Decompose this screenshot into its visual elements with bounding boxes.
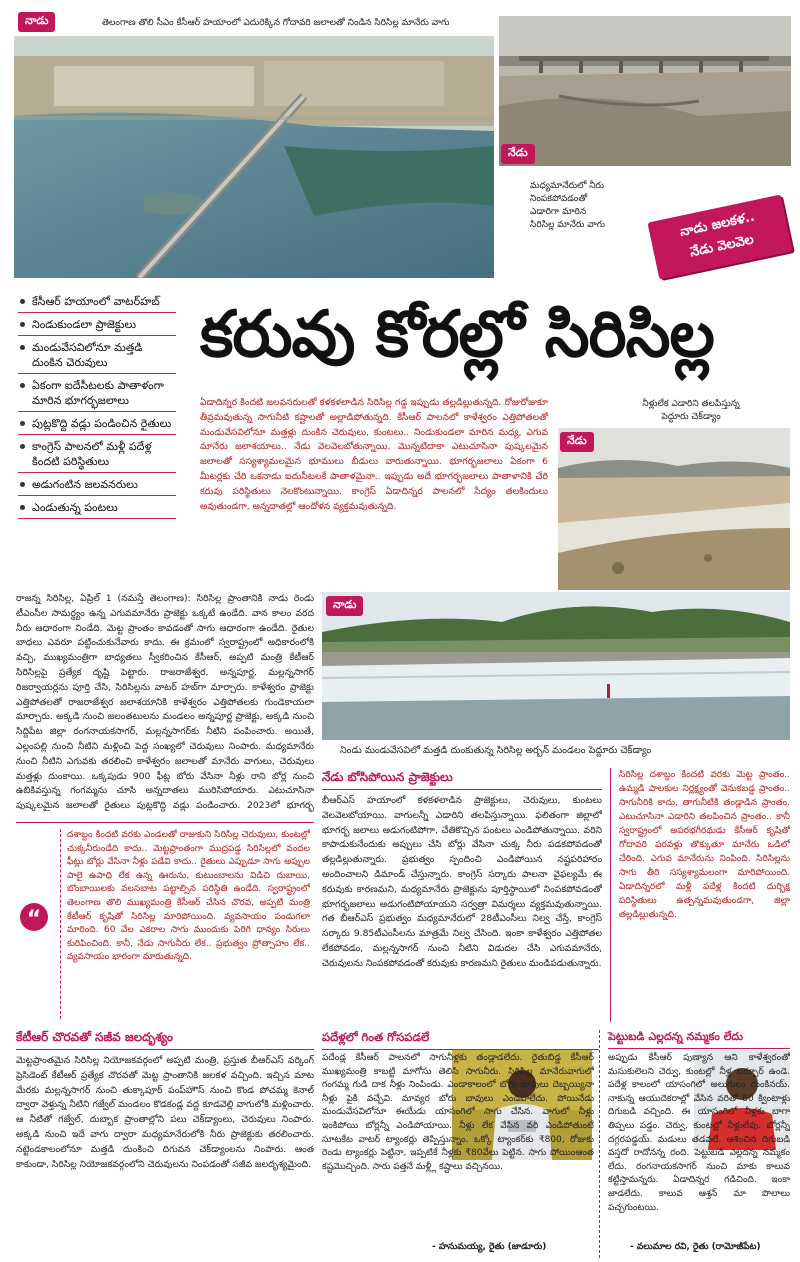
page-headline: కరువు కోరల్లో సిరిసిల్ల <box>200 298 714 372</box>
right-red-column: సిరిసిల్ల దశాబ్దం కిందటి వరకు మెట్ట ప్రాంతం.. ఉమ్మడి పాలకుల నిర్లక్ష్యంతో వెనుకబడ్డ ప్రాంతం.. సాగునీరికి కాదు, తాగునీటికి తండ్లాడిన ప్రాంతం. ఎటుచూసినా ఎడారిని తలపించిన ప్రాంతం.. కానీ స్వరాష్ట్రంలో అపరభగీరథుడు కేసీఆర్ కృషితో గోదావరి పరవళ్లు తొక్కుతూ మానేరు ఒడిలో చేరింది. ఎగువ మానేరును నింపింది. సిరిసిల్లను సాగు తీరి సస్యశ్యామలంగా మారిపోయింది. ఏడాదిన్నరలో మళ్లీ పదేళ్ల కిందటి దుర్భిక్ష పరిస్థితులు ఉత్పన్నమవుతుండగా, జిల్లా తల్లడిల్లుతున్నది. <box>610 768 790 1022</box>
ktr-section-heading: కేటీఆర్ చొరవతో సజీవ జలదృశ్యం <box>16 1030 314 1050</box>
highlight-item: అడుగంటిన జలవనరులు <box>18 473 176 496</box>
highlight-item: నిండుకుండలా ప్రాజెక్టులు <box>18 313 176 336</box>
photo-tag-nedu: నేడు <box>560 432 594 452</box>
highlight-item: ఎండుతున్న పంటలు <box>18 496 176 519</box>
highlight-item: ఏకంగా ఐదేసీటలకు పాతాళంగా మారిన భూగర్భజలాలు <box>18 374 176 412</box>
farmer2-heading: పెట్టుబడి ఎల్లదన్న నమ్మకం లేదు <box>608 1030 790 1049</box>
dry-riverbed-photo <box>499 16 791 166</box>
projects-section-heading: నేడు బోసిపోయిన ప్రాజెక్టులు <box>322 770 602 790</box>
overflowing-checkdam-photo <box>322 592 790 740</box>
farmer1-signature: - హనుమయ్య, రైతు (జాడూరు) <box>432 1242 547 1252</box>
photo-tag-nadu: నాడు <box>18 12 55 32</box>
projects-section-text: బీఆర్‌ఎస్ హయాంలో కళకళలాడిన ప్రాజెక్టులు, చెరువులు, కుంటలు వెలవెలబోయాయి. వాగులన్నీ ఎడారిని తలపిస్తున్నాయి. ఫలితంగా జిల్లాలో భూగర్భ జలాలు అడుగంటిపోగా, చేతికొచ్చిన పంటలు ఎండిపోతున్నాయి. వరిని కాపాడుకునేందుకు అప్పులు చేసి బోర్లు వేసినా చుక్క నీరు పడకపోవడంతో తల్లడిల్లుతున్నారు. ప్రభుత్వం స్పందించి ఎండిపోయిన నష్టపరిహారం అందించాలని డిమాండ్ చేస్తున్నారు. కాంగ్రెస్ సర్కారు పాలనా వైఫల్యమే ఈ కరువుకు కారణమని, మధ్యమానేరు ప్రాజెక్టును పూర్తిస్థాయిలో నింపకపోవడంతో భూగర్భజలాలు అడుగంటిపోయాయని సర్వత్రా విమర్శలు వ్యక్తమవుతున్నాయి. గత బీఆర్‌ఎస్ ప్రభుత్వం మధ్యమానేరులో 28టీఎంసీలు నిల్వ చేస్తే, కాంగ్రెస్ సర్కారు 9.85టీఎంసీలను మాత్రమే నిల్వ చేసింది. ఇంకా కాళేశ్వరం ఎత్తిపోతల లేకపోవడం, మల్లన్నసాగర్ నుంచి నీటిని విడుదల చేసి ఎగువమానేరు, చెరువులను నింపకపోవడంతో కరువుకు కారణమని రైతులు మండిపడుతున్నారు. <box>322 795 602 969</box>
top-right-caption-line: మధ్యమానేరులో నీరు <box>530 181 605 191</box>
main-article-left: రాజన్న సిరిసిల్ల, ఏప్రిల్ 1 (నమస్తే తెలంగాణ): సిరిసిల్ల ప్రాంతానికి నాడు రెండు టీఎంసీల సామర్థ్యం ఉన్న ఎగువమానేరు ప్రాజెక్టు ఒక్కటే ఉండేది. వాన కాలం వరద నీరు ఆధారంగా నిండేది. మెట్ట ప్రాంతం కావడంతో సాగు ఆధారంగా ఉండేది. రైతుల బాధలు ఎవరూ పట్టించుకునేవారు కాదు. ఈ క్రమంలో స్వరాష్ట్రంలో అధికారంలోకి వచ్చి, ముఖ్యమంత్రిగా బాధ్యతలు స్వీకరించిన కేసీఆర్, అప్పటి మంత్రి కేటీఆర్ సిరిసిల్లపై ప్రత్యేక దృష్టి పెట్టారు. రాజరాజేశ్వర, అన్నపూర్ణ, మల్లన్నసాగర్ రిజర్వాయర్లను పూర్తి చేసి, సిరిసిల్లను వాటర్ హబ్‌గా మార్చారు. కాళేశ్వరం ప్రాజెక్టు ఎత్తిపోతలతో రాజరాజేశ్వర జలాశయానికి కాళేశ్వరం ఎత్తిపోతలకు గుండెకాయలా మార్చారు. అక్కడి నుంచి జలంతటులను మండలం అన్నపూర్ణ ప్రాజెక్టు, అక్కడి నుంచి సిద్దిపేట జిల్లా రంగనాయకసాగర్, మల్లన్నసాగర్‌కు నీటిని పంపించారు. అయితే, ఎల్లంపల్లి నుంచి నీటిని మళ్లించి పెద్ద సంఖ్యలో చెరువులు నింపారు. మధ్యమానేరు నుంచి నీటిని ఎగువకు తరలించి కాళేశ్వరం జలాలతో మానేరు వాగులు, చెరువులు మత్తళ్లు దుంకాయి. ఒక్కపుడు 900 ఫీట్ల బోరు వేసినా నీళ్లు రాని బోర్ల నుంచి ఉబికివస్తున్న గంగమ్మను చూసి అన్నదాతలు మురిసిపోయారు. ఎటుచూసినా పుష్కలమైన జలాలతో రైతులు పుట్లకొద్ది వడ్లు పండించారు. 2023లో భూగర్భ <box>16 593 314 812</box>
highlight-item: పుట్లకొద్ది వడ్లు పండించిన రైతులు <box>18 412 176 435</box>
highlight-item: కాంగ్రెస్ పాలనలో మళ్లీ పదేళ్ల కిందటి పరిస్థితులు <box>18 435 176 473</box>
top-left-caption: తెలంగాణ తొలి సీఎం కేసీఆర్ హయాంలో ఎదురెక్కిన గోదావరి జలాలతో నిండిన సిరిసిల్ల మానేరు వాగు <box>102 18 450 28</box>
highlight-item: మండువేసవిలోనూ మత్తడి దుంకిన చెరువులు <box>18 336 176 374</box>
mid-right-caption <box>596 398 786 424</box>
top-right-caption-line: సిరిసిల్ల మానేరు వాగు <box>530 220 606 230</box>
photo-tag-nadu: నాడు <box>326 596 363 616</box>
reservoir-bridge-photo <box>14 36 494 278</box>
river-photo-caption: నిండు మండువేసవిలో మత్తడి దుంకుతున్న సిరిసిల్ల అర్బన్ మండలం పెద్దూరు చెక్‌డ్యాం <box>340 745 652 756</box>
dry-checkdam-photo <box>558 428 790 590</box>
ribbon-line: నేడు వెలవెల <box>688 232 756 261</box>
highlight-item: కేసీఆర్ హయాంలో వాటర్‌హబ్ <box>18 290 176 313</box>
farmer-quote-2 <box>608 1030 790 1258</box>
highlights-list <box>18 290 176 519</box>
ribbon-line: నాడు జలకళ.. <box>678 209 757 241</box>
quote-block <box>16 822 314 1022</box>
top-left-photo-panel <box>14 6 494 278</box>
quote-mark-icon: “ <box>20 903 48 931</box>
farmer2-signature: - వలుమాల రవి, రైతు (రామోజీపేట) <box>630 1242 761 1252</box>
farmer1-heading: పదేళ్లలో గింత గోసపడలే <box>322 1030 599 1050</box>
mid-right-caption-line: నీళ్లులేక ఎడారిని తలపిస్తున్న <box>642 399 740 409</box>
mid-right-caption-line: పెద్దూరు చెక్‌డ్యాం <box>661 412 721 422</box>
ktr-section-text: మెట్టప్రాంతమైన సిరిసిల్ల నియోజకవర్గంలో అప్పటి మంత్రి, ప్రస్తుత బీఆర్‌ఎస్ వర్కింగ్ ప్రెసిడెంట్ కేటీఆర్ ప్రత్యేక చొరవతో మెట్ట ప్రాంతానికి జలకళ వచ్చింది. ఇచ్చిన మాట మేరకు మల్లన్నసాగర్ నుంచి తుక్కాపూర్ పంప్‌హౌస్ నుంచి కొండ పోచమ్మ కెనాల్ ద్వారా వెళ్తున్న నీటిని గజ్వేల్ మండలం కొడకండ్ల వద్ద కూడవెల్లి వాగులోకి మళ్లించారు. ఆ నీటితో గజ్వేల్, దుబ్బాక ప్రాంతాల్లోని పలు చెక్‌డ్యాంలు, చెరువులు నింపారు. అక్కడి నుంచి ఇదే వాగు ద్వారా మధ్యమానేరులోకి నీరు ప్రాజెక్టుకు తరలించారు. నట్టెండకాలంలోనూ మత్తడి దుంకించి దిగువన చెక్‌డ్యాంలను నింపారు. ఆంత కాకుండా, సిరిసిల్ల నియోజకవర్గంలోని చెరువులను నింపడంతో సజీవ జలదృశ్యమైంది. <box>16 1055 314 1170</box>
top-right-caption-line: ఎడారిగా మారిన <box>530 207 587 217</box>
top-right-caption-line: నింపకపోవడంతో <box>530 194 588 204</box>
farmer1-text: పదేండ్ల కేసీఆర్ పాలనలో సాగునీళ్లకు తండ్లాడలేదు. రైతుబిడ్డ కేసీఆర్ ముఖ్యమంత్రి కాబట్టి మాగోసు తెలిసి సాగునీరు. సిరిసిల్ల మానేరువాగులో గంగమ్మ గుడి దాక నీళ్లు నింపిండు. ఎండాకాలంలో బోరు బావులు దెబ్బయ్యినా నీళ్లు పైకి వచ్చేవి. మావ్యర బోరు బావులు ఎండిపోలేదు. పోయినేడు మండువేసవిలోనూ ఈయేడు యాసంగిలో సాగు చేసిన. వాగులో నీళ్లు ఇంకిపోయి బోర్లన్నీ ఎండిపోయాయి. నీళ్లు లేక వేసిన వరి ఎండిపోతుంటే సూటకేట వాటర్ ట్యాంకర్లు తెప్పిస్తున్నాం. ఒక్కో ట్యాంకర్‌కు ₹800, రోజుకు రెండు ట్యాంకర్లు పెట్టినా, ఇప్పటికే నీళ్లకు ₹80వేలు పెట్టిన. సాగు పోయింఆంత కష్టమొచ్చింది. సారు పత్తనే మళ్ల్లీ కష్టాలు వచ్చినయి. <box>322 1053 594 1172</box>
farmer2-text: అప్పుడు కేసీఆర్ పుణ్యాన ఆని కాళేశ్వరంతో మసుకులెలని చెర్వు, కుంటల్లో నీళ్ల బర్పూర్ ఉండె. పదేళ్ల కాలంలో యాసంగిలో అలుగులు దుంకినయ్. నాకున్న ఆయుదెకరాల్లో వేసిన వరితో 80 క్వింటాళ్లు దిగుబడి వచ్చింది. ఈ యాసంగిలో నీళ్లకు బాగా తిప్పలు పడ్డం. చెర్వు, కుంటల్లో నీళ్లులేవు. బోర్లన్నీ దగ్గరపడ్డయ్. మడులు తడవలే. ఆశించిన దిగుబడి వస్తదో రాదోనన్న రంది. పెట్టుబడి ఎల్లదన్న నమ్మకం లేదు. రంగనాయకసాగర్ నుంచి మాకు కాలువ కట్టిస్తామన్నరు. ఏడాదిన్నర గడిచింది. ఇంకా జాడలేదు. కాలువ ఆశ్తన్ మా పొలాలు పచ్చగుంటయి. <box>608 1053 790 1213</box>
quote-text: దశాబ్దం కిందటి వరకు ఎండలతో రాజుకుని సిరిసిల్ల చెరువులు, కుంటల్లో చుక్కనీరుండేది కాదు.. మెట్టప్రాంతంగా ముద్రపడ్డ సిరిసిల్లలో వందల ఫీట్లు బోర్లు వేసినా నీళ్లు పడేవి కాదు.. రైతులు ఎప్పుడూ సాగు అప్పుల పాలై ఉపాధి లేక ఉన్న ఊరును, కుటుంబాలను విడిచి దుబాయి, బొంబాయిలకు వలసబాట పట్టాల్సిన పరిస్థితి ఉండేది. స్వరాష్ట్రంలో తెలంగాణ తొలి ముఖ్యమంత్రి కేసీఆర్ చేసిన చొరవ, అప్పటి మంత్రి కేటీఆర్ కృషితో సిరిసిల్ల మారిపోయింది. వ్యవసాయం పండుగలా మారింది. 60 వేల ఎకరాల సాగు ముందుకు పెరిగి ధాన్యం సిరులు కురిపించింది. కానీ, నేడు సాగునీరు లేక.. ప్రభుత్వం ప్రోత్సాహం లేక.. వ్యవసాయం భారంగా మారుతున్నది. <box>60 829 310 1019</box>
farmer-quote-1 <box>322 1030 600 1258</box>
intro-paragraph: ఏడాదిన్నర కిందటి జలవనరులతో కళకళలాడిన సిరిసిల్ల గడ్డ ఇప్పుడు తల్లడిల్లుతున్నది. రోజురోజుకూ తీవ్రమవుతున్న సాగునీటి కష్టాలతో అల్లాడిపోతున్నది. కేసీఆర్ పాలనలో కాళేశ్వరం ఎత్తిపోతలతో మండువేసవిలోనూ మత్తళ్లు దుంకిన చెరువులు, కుంటలు.. నిండుకుండలా మారిన మధ్య, ఎగువ మానేరు జలాశయాలు.. నేడు వెలవెలబోతున్నాయి. మొన్నటిదాకా ఎటుచూసినా పుష్కలమైన జలాలతో సస్యశ్యామలమైన భూములు బీడులు వారుతున్నాయి. భూగర్భజలాలు ఏకంగా 6 మీటర్లకు చేరి ఒకనాడు ఐదుసీటలకే పాతాళమైనా.. ఇప్పుడు అదే భూగర్భజలాలు పాతాళానికి చేరి కరువు పరిస్థితులు నెలకొంటున్నాయి. కాంగ్రెస్ ఏడాదిన్నర పాలనలో సేద్యం తలకిందులు అవుతుండగా, అన్నదాతల్లో ఆందోళన వ్యక్తమవుతున్నది. <box>200 397 548 512</box>
top-right-photo-panel <box>499 16 791 166</box>
photo-tag-nedu: నేడు <box>501 144 535 164</box>
